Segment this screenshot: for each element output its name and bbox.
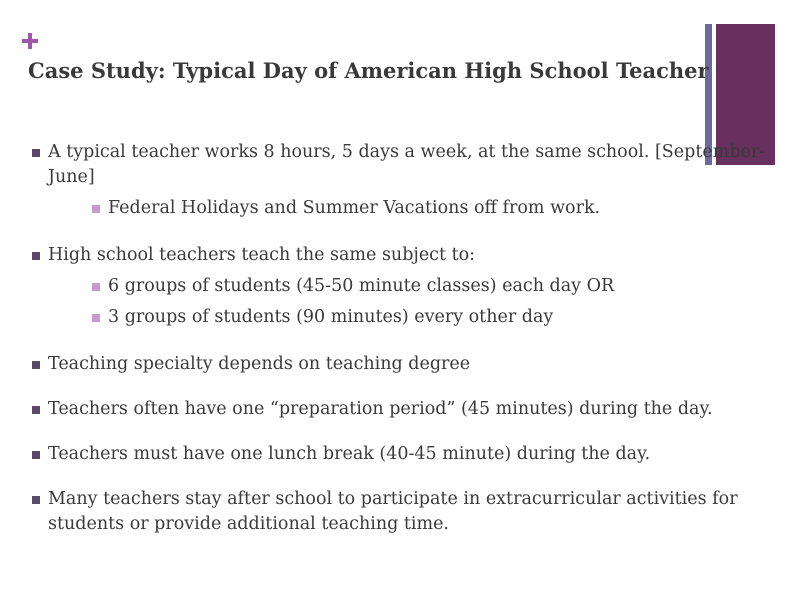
sub-bullet-text: Federal Holidays and Summer Vacations off from work.: [108, 198, 601, 218]
sub-bullet-square-icon: [92, 314, 100, 322]
sub-bullet-text: 3 groups of students (90 minutes) every other day: [108, 307, 554, 327]
bullet-list: [30, 140, 770, 537]
bullet-square-icon: [32, 496, 40, 504]
bullet-item: [30, 397, 770, 422]
bullet-square-icon: [32, 451, 40, 459]
bullet-item: [30, 352, 770, 377]
bullet-text: A typical teacher works 8 hours, 5 days a week, at the same school. [September-June]: [48, 142, 766, 187]
sub-bullet-item: [30, 196, 770, 221]
bullet-text: Many teachers stay after school to participate in extracurricular activities for students or provide additional teaching time.: [48, 489, 738, 534]
bullet-item: [30, 243, 770, 268]
bullet-square-icon: [32, 406, 40, 414]
bullet-item: [30, 487, 770, 537]
bullet-item: [30, 442, 770, 467]
plus-icon: [20, 30, 40, 50]
bullet-square-icon: [32, 252, 40, 260]
sub-bullet-item: [30, 305, 770, 330]
bullet-text: Teachers often have one “preparation period” (45 minutes) during the day.: [48, 399, 713, 419]
bullet-item: [30, 140, 770, 190]
sub-bullet-square-icon: [92, 205, 100, 213]
sub-bullet-item: [30, 274, 770, 299]
bullet-text: Teachers must have one lunch break (40-45 minute) during the day.: [48, 444, 651, 464]
bullet-text: High school teachers teach the same subject to:: [48, 245, 476, 265]
bullet-square-icon: [32, 149, 40, 157]
sub-bullet-text: 6 groups of students (45-50 minute classes) each day OR: [108, 276, 615, 296]
sub-bullet-square-icon: [92, 283, 100, 291]
slide-title: Case Study: Typical Day of American High School Teacher: [28, 58, 709, 83]
bullet-square-icon: [32, 361, 40, 369]
bullet-text: Teaching specialty depends on teaching degree: [48, 354, 471, 374]
